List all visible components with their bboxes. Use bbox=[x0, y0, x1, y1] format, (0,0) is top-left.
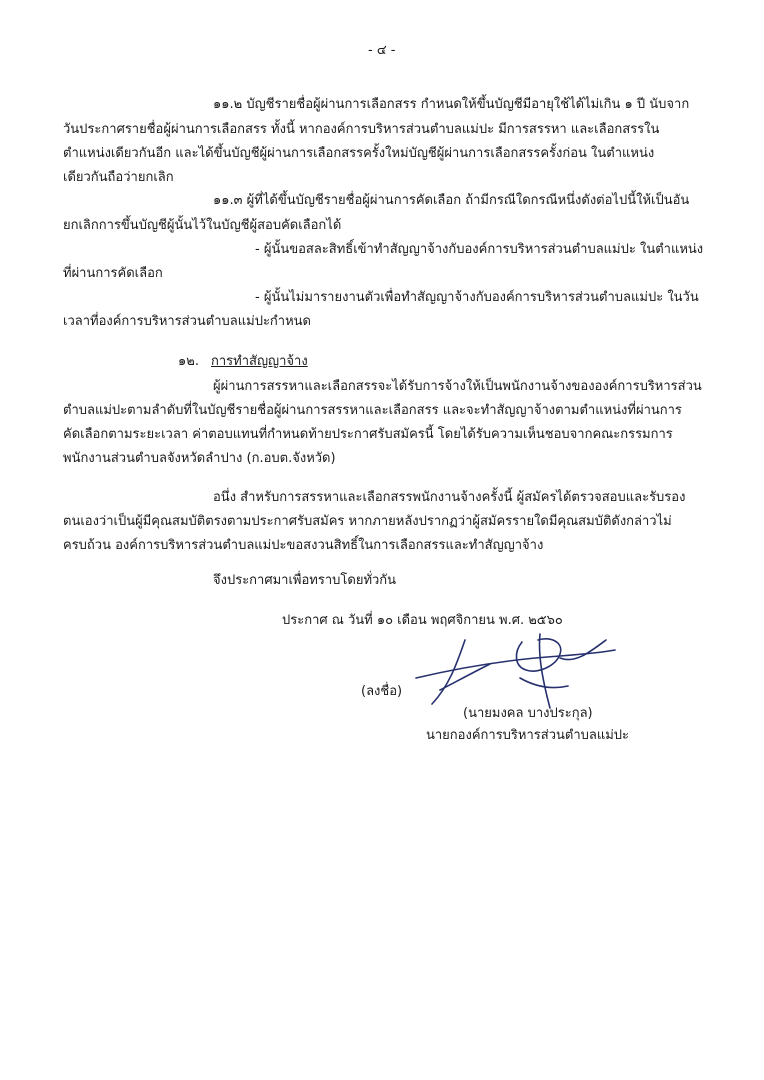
section-12-heading: การทำสัญญาจ้าง bbox=[211, 354, 308, 369]
signer-position: นายกองค์การบริหารส่วนตำบลแม่ปะ bbox=[426, 728, 630, 743]
announcement-date: ประกาศ ณ วันที่ ๑๐ เดือน พฤศจิกายน พ.ศ. ๒๕๖๐ bbox=[282, 613, 563, 628]
section-12-p1-line-2: ตำบลแม่ปะตามลำดับที่ในบัญชีรายชื่อผู้ผ่านการสรรหาและเลือกสรร และจะทำสัญญาจ้างตามตำแหน่งที่ผ่านการ bbox=[63, 403, 682, 418]
section-12-number: ๑๒. bbox=[178, 354, 199, 369]
item-11-2-line-4: เดียวกันถือว่ายกเลิก bbox=[63, 170, 174, 185]
sign-label: (ลงชื่อ) bbox=[361, 684, 403, 699]
section-12-p1-line-1: ผู้ผ่านการสรรหาและเลือกสรรจะได้รับการจ้างให้เป็นพนักงานจ้างขององค์การบริหารส่วน bbox=[213, 379, 702, 394]
section-12-p2-line-1: อนึ่ง สำหรับการสรรหาและเลือกสรรพนักงานจ้างครั้งนี้ ผู้สมัครได้ตรวจสอบและรับรอง bbox=[213, 490, 686, 505]
item-11-3-bullet-2-line-2: เวลาที่องค์การบริหารส่วนตำบลแม่ปะกำหนด bbox=[63, 314, 312, 329]
section-12-p1-line-3: คัดเลือกตามระยะเวลา ค่าตอบแทนที่กำหนดท้ายประกาศรับสมัครนี้ โดยได้รับความเห็นชอบจากคณะกรรมการ bbox=[63, 427, 673, 442]
item-11-3-line-1: ๑๑.๓ ผู้ที่ได้ขึ้นบัญชีรายชื่อผู้ผ่านการคัดเลือก ถ้ามีกรณีใดกรณีหนึ่งดังต่อไปนี้ให้เป็นอัน bbox=[213, 193, 690, 208]
item-11-2-line-2: วันประกาศรายชื่อผู้ผ่านการเลือกสรร ทั้งนี้ หากองค์การบริหารส่วนตำบลแม่ปะ มีการสรรหา และเลือกสรรใน bbox=[63, 122, 660, 137]
item-11-2-line-3: ตำแหน่งเดียวกันอีก และได้ขึ้นบัญชีผู้ผ่านการเลือกสรรครั้งใหม่บัญชีผู้ผ่านการเลือกสรรครั้งก่อน ในตำแหน่ง bbox=[63, 146, 655, 161]
item-11-3-bullet-1-line-1: - ผู้นั้นขอสละสิทธิ์เข้าทำสัญญาจ้างกับองค์การบริหารส่วนตำบลแม่ปะ ในตำแหน่ง bbox=[255, 242, 704, 257]
section-12-p1-line-4: พนักงานส่วนตำบลจังหวัดลำปาง (ก.อบต.จังหวัด) bbox=[63, 451, 336, 466]
handwritten-signature bbox=[410, 630, 620, 710]
item-11-3-bullet-2-line-1: - ผู้นั้นไม่มารายงานตัวเพื่อทำสัญญาจ้างกับองค์การบริหารส่วนตำบลแม่ปะ ในวัน bbox=[255, 290, 699, 305]
item-11-2-line-1: ๑๑.๒ บัญชีรายชื่อผู้ผ่านการเลือกสรร กำหนดให้ขึ้นบัญชีมีอายุใช้ได้ไม่เกิน ๑ ปี นับจาก bbox=[213, 97, 690, 112]
signer-name: (นายมงคล บางประกุล) bbox=[463, 706, 593, 721]
section-12-p2-line-2: ตนเองว่าเป็นผู้มีคุณสมบัติตรงตามประกาศรับสมัคร หากภายหลังปรากฏว่าผู้สมัครรายใดมีคุณสมบัติดังกล่าวไม่ bbox=[63, 514, 672, 529]
item-11-3-bullet-1-line-2: ที่ผ่านการคัดเลือก bbox=[63, 266, 163, 281]
closing-line: จึงประกาศมาเพื่อทราบโดยทั่วกัน bbox=[213, 573, 397, 588]
section-12-p2-line-3: ครบถ้วน องค์การบริหารส่วนตำบลแม่ปะขอสงวนสิทธิ์ในการเลือกสรรและทำสัญญาจ้าง bbox=[63, 538, 544, 553]
signature-strokes bbox=[416, 634, 615, 708]
page-number: - ๔ - bbox=[368, 43, 396, 58]
item-11-3-line-2: ยกเลิกการขึ้นบัญชีผู้นั้นไว้ในบัญชีผู้สอบคัดเลือกได้ bbox=[63, 218, 342, 233]
